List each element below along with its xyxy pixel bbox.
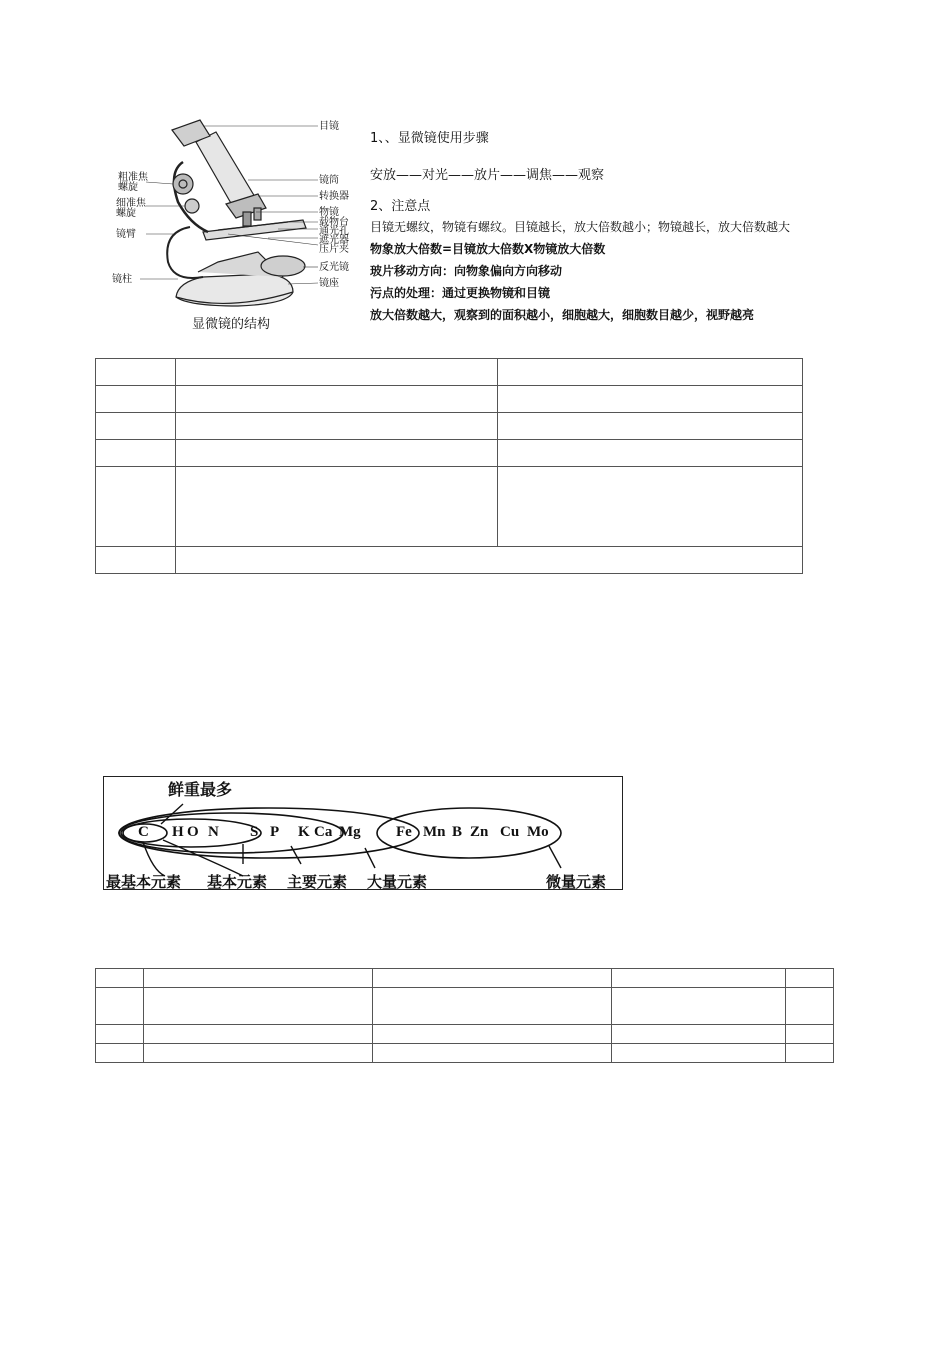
table-row: [96, 467, 803, 547]
label-clip: 压片夹: [319, 244, 349, 255]
table-cell: [176, 386, 498, 413]
table-cell: [786, 1044, 834, 1063]
label-objective: 物镜: [319, 207, 339, 218]
element-p: P: [270, 824, 280, 840]
table-cell: [786, 969, 834, 988]
label-arm: 镜臂: [116, 229, 136, 240]
table-row: [96, 413, 803, 440]
table-cell: [176, 547, 803, 574]
table-cell: [373, 969, 612, 988]
table-row: [96, 988, 834, 1025]
table-cell: [96, 440, 176, 467]
notes-steps: 安放——对光——放片——调焦——观察: [370, 168, 605, 183]
element-o: O: [187, 824, 199, 840]
element-c: C: [138, 824, 149, 840]
label-converter: 转换器: [319, 191, 349, 202]
notes-point-5: 放大倍数越大，观察到的面积越小，细胞越大，细胞数目越少，视野越亮: [370, 308, 755, 322]
element-zn: Zn: [470, 824, 489, 840]
label-eyepiece: 目镜: [319, 121, 339, 132]
table-row: [96, 386, 803, 413]
table-cell: [96, 413, 176, 440]
label-diaphragm: 遮光器: [319, 235, 349, 246]
notes-point-2: 物象放大倍数=目镜放大倍数X物镜放大倍数: [370, 242, 606, 256]
table-row: [96, 359, 803, 386]
table-row: [96, 547, 803, 574]
table-cell: [96, 359, 176, 386]
element-k: K: [298, 824, 310, 840]
table-cell: [498, 413, 803, 440]
label-most-basic: 最基本元素: [106, 873, 182, 891]
table-cell: [176, 440, 498, 467]
label-micro: 微量元素: [546, 873, 607, 891]
table-cell: [96, 386, 176, 413]
element-mo: Mo: [527, 824, 549, 840]
table-cell: [176, 467, 498, 547]
label-fine-focus-1: 细准焦: [116, 198, 146, 209]
element-n: N: [208, 824, 219, 840]
label-fine-focus-2: 螺旋: [116, 208, 136, 219]
label-base: 镜座: [319, 278, 339, 289]
element-ca: Ca: [314, 824, 333, 840]
label-stage: 载物台: [319, 217, 349, 228]
table-cell: [144, 988, 373, 1025]
table-cell: [612, 969, 786, 988]
table-cell: [144, 1025, 373, 1044]
label-pillar: 镜柱: [112, 274, 132, 285]
elements-diagram: [103, 776, 623, 890]
table-row: [96, 969, 834, 988]
label-macro: 大量元素: [367, 873, 428, 891]
element-mn: Mn: [423, 824, 446, 840]
element-cu: Cu: [500, 824, 520, 840]
label-tube: 镜筒: [319, 175, 339, 186]
table-cell: [786, 988, 834, 1025]
table-cell: [144, 1044, 373, 1063]
table-row: [96, 1044, 834, 1063]
table-row: [96, 1025, 834, 1044]
table-cell: [96, 969, 144, 988]
table-cell: [373, 1025, 612, 1044]
element-fe: Fe: [396, 824, 412, 840]
label-coarse-focus-2: 螺旋: [118, 182, 138, 193]
table-1: [95, 358, 803, 574]
table-cell: [786, 1025, 834, 1044]
label-aperture: 通光孔: [319, 226, 349, 237]
table-cell: [176, 413, 498, 440]
table-cell: [96, 988, 144, 1025]
table-cell: [96, 467, 176, 547]
table-cell: [176, 359, 498, 386]
table-cell: [373, 1044, 612, 1063]
label-main: 主要元素: [287, 873, 348, 891]
table-row: [96, 440, 803, 467]
table-cell: [144, 969, 373, 988]
notes-heading-1: 1、、显微镜使用步骤: [370, 131, 489, 146]
table-cell: [612, 1044, 786, 1063]
notes-point-4: 污点的处理：通过更换物镜和目镜: [370, 286, 551, 300]
table-cell: [373, 988, 612, 1025]
microscope-caption: 显微镜的结构: [192, 317, 271, 332]
table-cell: [498, 440, 803, 467]
elements-top-label: 鲜重最多: [168, 780, 233, 799]
element-b: B: [452, 824, 463, 840]
table-cell: [498, 386, 803, 413]
element-s: S: [250, 824, 259, 840]
table-cell: [498, 467, 803, 547]
label-mirror: 反光镜: [319, 262, 349, 273]
element-mg: Mg: [339, 824, 361, 840]
table-cell: [498, 359, 803, 386]
label-basic: 基本元素: [207, 873, 268, 891]
label-coarse-focus-1: 粗准焦: [118, 172, 148, 183]
element-h: H: [172, 824, 184, 840]
table-cell: [612, 1025, 786, 1044]
notes-heading-2: 2、注意点: [370, 199, 431, 214]
table-2: [95, 968, 834, 1063]
microscope-diagram: [108, 112, 363, 334]
table-cell: [96, 1025, 144, 1044]
table-cell: [612, 988, 786, 1025]
table-cell: [96, 547, 176, 574]
table-cell: [96, 1044, 144, 1063]
notes-point-3: 玻片移动方向：向物象偏向方向移动: [370, 264, 563, 278]
notes-point-1: 目镜无螺纹，物镜有螺纹。目镜越长，放大倍数越小；物镜越长，放大倍数越大: [370, 220, 791, 234]
